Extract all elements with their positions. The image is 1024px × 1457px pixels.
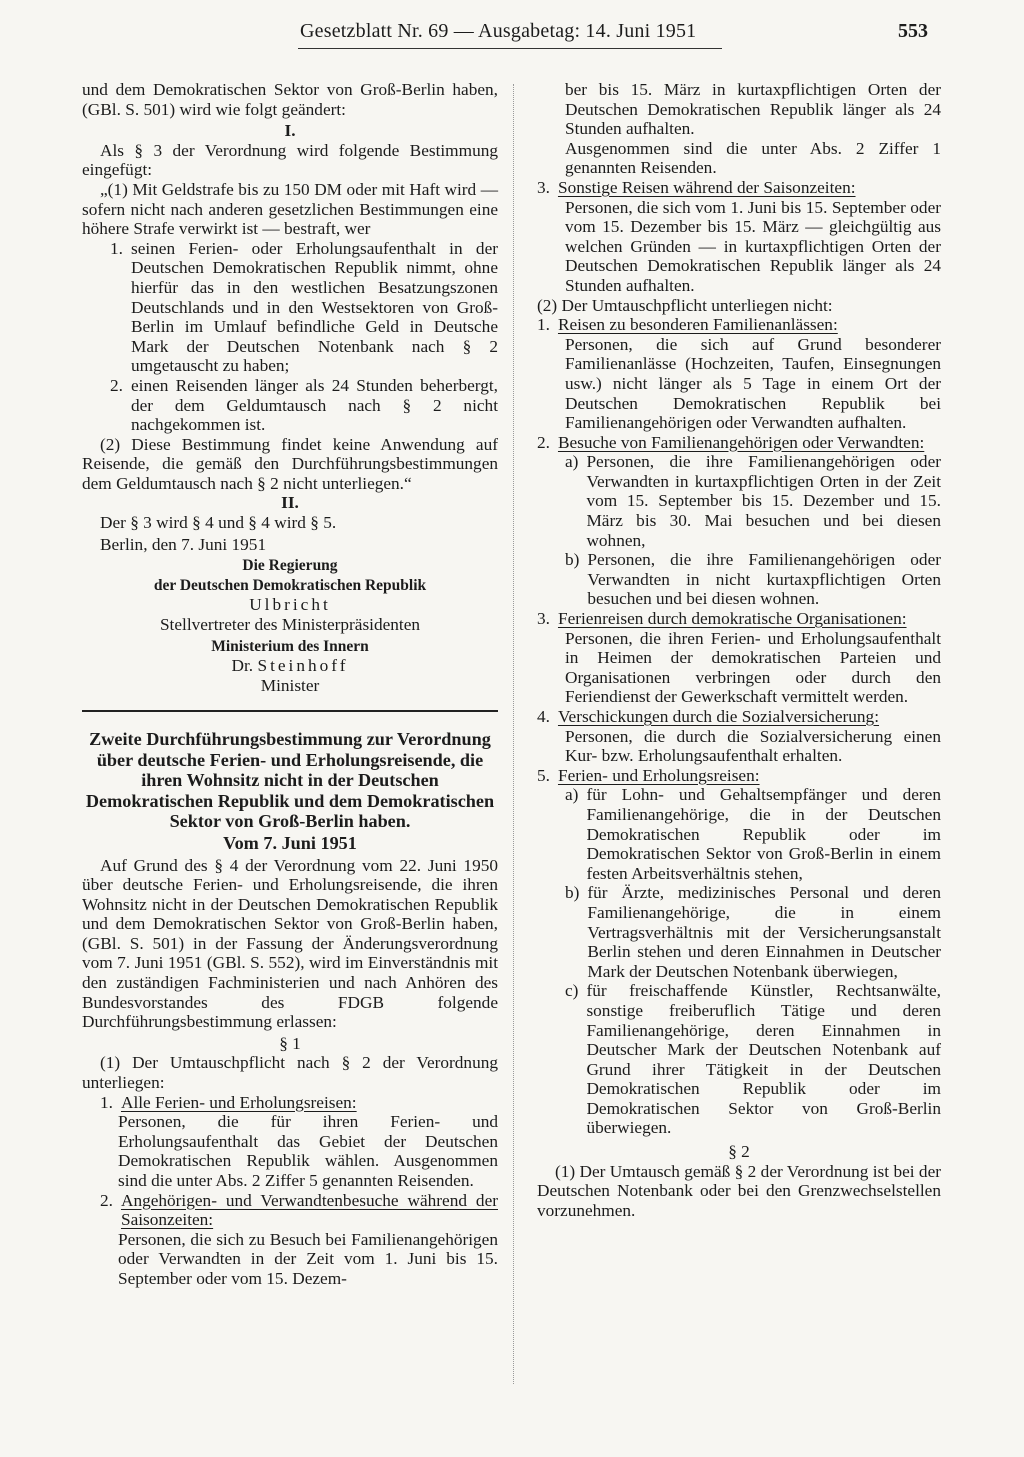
signature-title-1: Stellvertreter des Ministerpräsidenten — [159, 615, 421, 635]
list-item-number: 1. — [110, 238, 123, 258]
sub-item-letter: b) — [565, 550, 580, 570]
signature-name-1: Ulbricht — [249, 595, 331, 615]
place-date: Berlin, den 7. Juni 1951 — [100, 534, 267, 554]
list-item — [110, 376, 498, 435]
list-item — [100, 1093, 498, 1113]
page-header — [0, 20, 1024, 48]
sub-item-text: für Ärzte, medizinisches Personal und deren Familienangehörige, die in einem Vertragsverhältnis mit der Versicherungsanstalt Berlin stehen und deren Einnahmen in Deutscher Mark der Deutschen Notenbank überwiegen, — [587, 883, 941, 981]
decree-title: Zweite Durchführungsbestimmung zur Verordnung über deutsche Ferien- und Erholungsreisende, die ihren Wohnsitz nicht in der Deutschen Demokratischen Republik und dem Demokratischen Sektor von Groß-Berlin haben. — [85, 729, 495, 832]
list-item — [537, 609, 941, 629]
list-item-heading: Ferien- und Erholungsreisen: — [557, 765, 760, 785]
article-1-list — [110, 239, 498, 435]
list-item-text: Personen, die für ihren Ferien- und Erholungsaufenthalt das Gebiet der Deutschen Demokratischen Republik wählen. Ausgenommen sind die unter Abs. 2 Ziffer 5 genannten Reisenden. — [118, 1112, 498, 1190]
section-roman-1: I. — [284, 121, 296, 141]
paragraph-1-heading: § 1 — [279, 1033, 301, 1053]
list-item-number: 3. — [537, 177, 550, 197]
list-item-text: seinen Ferien- oder Erholungsaufenthalt in der Deutschen Demokratischen Republik nimmt, ohne hierfür das in den westlichen Besatzungszonen Deutschlands und in den Westsektoren von Groß-Berlin im Umlauf befindliche Geld in Deutsche Mark der Deutschen Notenbank nach § 2 umgetauscht zu haben; — [130, 238, 498, 376]
signature-title-2: Minister — [260, 675, 320, 695]
list-item — [537, 707, 941, 727]
list-item — [537, 315, 941, 335]
list-item-number: 2. — [100, 1190, 113, 1210]
paragraph-2-text: (1) Der Umtausch gemäß § 2 der Verordnung ist bei der Deutschen Notenbank oder bei den Grenzwechselstellen vorzunehmen. — [537, 1161, 941, 1220]
list-item-text: Personen, die sich vom 1. Juni bis 15. September oder vom 15. Dezember bis 15. März — gleichgültig aus welchen Gründen — in kurtaxpflichtigen Orten der Deutschen Demokratischen Republik länger als 24 Stunden aufhalten. — [565, 197, 941, 295]
list-item-heading: Alle Ferien- und Erholungsreisen: — [120, 1092, 357, 1112]
sub-list — [565, 785, 941, 1138]
left-column — [82, 80, 498, 1289]
paragraph-1-intro: (1) Der Umtauschpflicht nach § 2 der Verordnung unterliegen: — [82, 1053, 498, 1093]
sub-list — [565, 452, 941, 609]
article-1-text: Als § 3 der Verordnung wird folgende Bestimmung eingefügt: — [82, 140, 498, 180]
sub-item-letter: a) — [565, 452, 579, 472]
header-title: Gesetzblatt Nr. 69 — Ausgabetag: 14. Juni 1951 — [300, 20, 697, 42]
paragraph-2-heading: § 2 — [728, 1142, 750, 1162]
sub-item — [565, 785, 941, 883]
list-item — [537, 433, 941, 453]
list-item-number: 4. — [537, 707, 550, 726]
list-item — [537, 766, 941, 786]
list-item-heading: Ferienreisen durch demokratische Organisationen: — [557, 609, 907, 629]
section-roman-2: II. — [281, 493, 299, 513]
section-rule — [82, 710, 498, 712]
intro-text: und dem Demokratischen Sektor von Groß-Berlin haben, (GBl. S. 501) wird wie folgt geändert: — [82, 80, 498, 119]
article-1-para-2: (2) Diese Bestimmung findet keine Anwendung auf Reisende, die gemäß den Durchführungsbestimmungen dem Geldumtausch nach § 2 nicht unterliegen.“ — [82, 434, 498, 493]
sub-item-text: Personen, die ihre Familienangehörigen oder Verwandten in nicht kurtaxpflichtigen Orten besuchen und bei diesen wohnen. — [587, 550, 941, 609]
list-item-heading: Angehörigen- und Verwandtenbesuche während der Saisonzeiten: — [120, 1190, 498, 1230]
sub-item-text: für freischaffende Künstler, Rechtsanwälte, sonstige freiberuflich Tätige und deren Familienangehörige, deren Einnahmen in Deutscher Mark der Deutschen Notenbank auf Grund ihrer Tätigkeit in der Deutschen Demokratischen Republik oder im Demokratischen Sektor von Groß-Berlin überwiegen. — [586, 981, 941, 1138]
list-item-exception: Ausgenommen sind die unter Abs. 2 Ziffer 1 genannten Reisenden. — [565, 138, 941, 178]
list-item-number: 1. — [100, 1092, 113, 1112]
header-rule — [298, 48, 722, 49]
sub-item — [565, 883, 941, 981]
list-item-text: Personen, die durch die Sozialversicherung einen Kur- bzw. Erholungsaufenthalt erhalten. — [565, 726, 941, 766]
sub-item — [565, 452, 941, 550]
list-item-number: 1. — [537, 315, 550, 335]
article-1-para-1: „(1) Mit Geldstrafe bis zu 150 DM oder mit Haft wird — sofern nicht nach anderen gesetzlichen Bestimmungen eine höhere Strafe verwirkt ist — bestraft, wer — [82, 179, 498, 239]
signature-name-2 — [82, 656, 498, 676]
signature-surname: Steinhoff — [257, 656, 349, 676]
list-item-heading: Verschickungen durch die Sozialversicherung: — [557, 707, 880, 726]
list-item — [537, 178, 941, 198]
right-column — [537, 80, 941, 1220]
list-item — [100, 1191, 498, 1230]
page-number: 553 — [898, 20, 928, 42]
list-item-number: 2. — [537, 432, 550, 452]
sub-item — [565, 981, 941, 1138]
list-item-text-cont: ber bis 15. März in kurtaxpflichtigen Orten der Deutschen Demokratischen Republik länger als 24 Stunden aufhalten. — [565, 80, 941, 139]
signature-org-1: Die Regierung — [242, 557, 338, 575]
signature-org-2: der Deutschen Demokratischen Republik — [153, 576, 427, 594]
list-item-text: Personen, die sich auf Grund besonderer Familienanlässe (Hochzeiten, Taufen, Einsegnungen usw.) nicht länger als 5 Tage in einem Ort der Deutschen Demokratischen Republik bei Familienangehörigen oder Verwandten aufhalten. — [565, 334, 941, 433]
list-item-heading: Besuche von Familienangehörigen oder Verwandten: — [557, 432, 925, 452]
decree-date: Vom 7. Juni 1951 — [223, 832, 357, 853]
article-2-text: Der § 3 wird § 4 und § 4 wird § 5. — [100, 513, 337, 533]
list-item-number: 5. — [537, 765, 550, 785]
list-item-text: Personen, die sich zu Besuch bei Familienangehörigen oder Verwandten in der Zeit vom 1. Juni bis 15. September oder vom 15. Dezem- — [118, 1229, 498, 1288]
abs-2-intro: (2) Der Umtauschpflicht unterliegen nicht: — [537, 295, 833, 315]
sub-item-text: für Lohn- und Gehaltsempfänger und deren Familienangehörige, die in der Deutschen Demokratischen Republik oder im Demokratischen Sektor von Groß-Berlin in einem festen Arbeitsverhältnis stehen, — [586, 785, 941, 883]
preamble: Auf Grund des § 4 der Verordnung vom 22. Juni 1950 über deutsche Ferien- und Erholungsreisende, die ihren Wohnsitz nicht in der Deutschen Demokratischen Republik und dem Demokratischen Sektor von Groß-Berlin haben, (GBl. S. 501) in der Fassung der Änderungsverordnung vom 7. Juni 1951 (GBl. S. 552), wird im Einverständnis mit den zuständigen Fachministerien und nach Anhören des Bundesvorstandes des FDGB folgende Durchführungsbestimmung erlassen: — [82, 855, 498, 1032]
sub-item-letter: a) — [565, 785, 579, 805]
list-item-heading: Reisen zu besonderen Familienanlässen: — [557, 315, 838, 335]
sub-item — [565, 550, 941, 609]
sub-item-letter: b) — [565, 883, 580, 903]
list-item-text: Personen, die ihren Ferien- und Erholungsaufenthalt in Heimen der demokratischen Parteien und Organisationen verbringen oder durch den Feriendienst der Gewerkschaft vermittelt werden. — [565, 628, 941, 707]
list-item-text: einen Reisenden länger als 24 Stunden beherbergt, der dem Geldumtausch nach § 2 nicht nachgekommen ist. — [130, 375, 498, 435]
list-item-number: 2. — [110, 375, 123, 395]
list-item — [110, 239, 498, 376]
list-item-number: 3. — [537, 609, 550, 629]
signature-prefix: Dr. — [231, 656, 254, 676]
sub-item-text: Personen, die ihre Familienangehörigen oder Verwandten in kurtaxpflichtigen Orten in der Zeit vom 15. September bis 15. Dezember und 15. März bis 30. Mai besuchen und bei diesen wohnen, — [586, 452, 941, 550]
column-divider — [513, 84, 514, 1384]
sub-item-letter: c) — [565, 981, 579, 1001]
signature-org-3: Ministerium des Innern — [211, 637, 369, 655]
list-item-heading: Sonstige Reisen während der Saisonzeiten: — [557, 177, 856, 197]
